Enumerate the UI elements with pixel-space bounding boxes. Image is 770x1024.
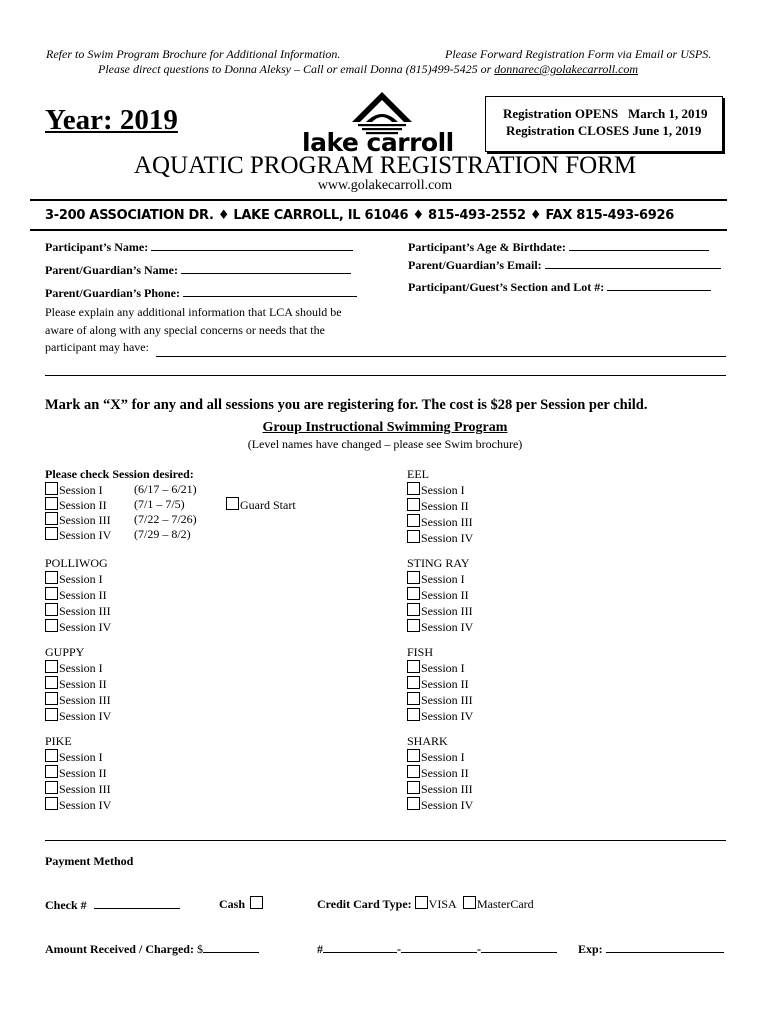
level-checkbox[interactable] [407, 797, 420, 810]
level-title: POLLIWOG [45, 556, 108, 570]
guard-start-checkbox[interactable] [226, 497, 239, 510]
level-checkbox[interactable] [45, 797, 58, 810]
session-checkbox[interactable] [45, 527, 58, 540]
level-session[interactable] [407, 571, 473, 587]
level-session-label: Session II [59, 677, 107, 691]
registration-opens: Registration OPENS March 1, 2019 [503, 106, 708, 121]
level-session[interactable] [45, 603, 111, 619]
card-number-prefix: # [317, 942, 323, 956]
lake-carroll-logo [296, 88, 468, 158]
level-checkbox[interactable] [407, 708, 420, 721]
contact-line [98, 62, 638, 77]
contact-email-link[interactable]: donnarec@golakecarroll.com [494, 62, 639, 76]
expiration-label: Exp: [578, 942, 603, 956]
level-block-fish [407, 645, 473, 724]
year-heading: Year: 2019 [45, 104, 178, 136]
level-session[interactable] [407, 749, 473, 765]
section-lot-field[interactable] [408, 278, 711, 295]
level-session-label: Session III [59, 604, 111, 618]
guardian-email-label: Parent/Guardian’s Email: [408, 258, 542, 272]
check-number-label: Check # [45, 898, 87, 912]
explain-input-line[interactable] [156, 356, 726, 357]
section-lot-input[interactable] [607, 278, 711, 291]
level-session-label: Session I [421, 483, 465, 497]
level-session-label: Session III [421, 604, 473, 618]
level-block-shark [407, 734, 473, 813]
level-session-label: Session I [421, 572, 465, 586]
visa-label: VISA [428, 897, 457, 911]
level-session-label: Session IV [421, 709, 474, 723]
card-number-part[interactable] [481, 940, 557, 953]
level-session[interactable] [407, 660, 473, 676]
level-session[interactable] [407, 514, 473, 530]
address-bar: 3-200 ASSOCIATION DR. ♦ LAKE CARROLL, IL 61046 ♦ 815-493-2552 ♦ FAX 815-493-6926 [45, 208, 674, 223]
level-session-label: Session II [59, 588, 107, 602]
participant-name-input[interactable] [151, 238, 353, 251]
level-block-guppy [45, 645, 111, 724]
explain-line: participant may have: [45, 340, 149, 354]
level-session[interactable] [45, 781, 111, 797]
session-dates: (7/1 – 7/5) [134, 497, 185, 511]
contact-text: Please direct questions to Donna Aleksy – Call or email Donna (815)499-5425 or [98, 62, 492, 76]
level-session-label: Session III [59, 693, 111, 707]
level-checkbox[interactable] [407, 676, 420, 689]
amount-field[interactable] [45, 940, 259, 957]
level-session[interactable] [45, 571, 111, 587]
level-session-label: Session II [421, 766, 469, 780]
divider-top [30, 199, 727, 201]
session-instructions: Mark an “X” for any and all sessions you are registering for. The cost is $28 per Session per child. [45, 397, 648, 413]
divider-payment [45, 840, 726, 841]
guardian-name-field[interactable] [45, 261, 351, 278]
level-checkbox[interactable] [407, 498, 420, 511]
participant-age-label: Participant’s Age & Birthdate: [408, 240, 566, 254]
level-session-label: Session IV [59, 798, 112, 812]
cash-option[interactable] [219, 896, 264, 912]
session-name: Session II [59, 498, 107, 512]
guardian-email-input[interactable] [545, 256, 721, 269]
level-title: STING RAY [407, 556, 470, 570]
level-checkbox[interactable] [407, 765, 420, 778]
level-session[interactable] [45, 587, 111, 603]
forward-note: Please Forward Registration Form via Email or USPS. [445, 47, 712, 61]
level-checkbox[interactable] [407, 514, 420, 527]
level-session-label: Session I [59, 750, 103, 764]
participant-name-label: Participant’s Name: [45, 240, 149, 254]
level-checkbox[interactable] [45, 781, 58, 794]
card-number-field[interactable] [317, 940, 557, 957]
participant-age-field[interactable] [408, 238, 709, 255]
guardian-phone-label: Parent/Guardian’s Phone: [45, 286, 181, 300]
level-checkbox[interactable] [45, 692, 58, 705]
level-checkbox[interactable] [45, 708, 58, 721]
session-option[interactable] [45, 527, 111, 543]
level-session[interactable] [45, 619, 111, 635]
level-title: EEL [407, 467, 429, 481]
level-checkbox[interactable] [407, 749, 420, 762]
level-checkbox[interactable] [407, 530, 420, 543]
program-note: (Level names have changed – please see Swim brochure) [247, 437, 523, 451]
logo-text: lake carroll [302, 128, 454, 157]
expiration-field[interactable] [578, 940, 724, 957]
level-checkbox[interactable] [407, 587, 420, 600]
level-checkbox[interactable] [407, 619, 420, 632]
card-number-sep: - [397, 942, 401, 956]
level-checkbox[interactable] [407, 781, 420, 794]
level-session[interactable] [407, 781, 473, 797]
level-session[interactable] [407, 692, 473, 708]
session-checkbox[interactable] [45, 497, 58, 510]
registration-dates-box [485, 96, 723, 152]
check-number-input[interactable] [94, 896, 180, 909]
mastercard-label: MasterCard [477, 897, 534, 911]
card-type-field [317, 896, 534, 912]
explain-text [45, 304, 342, 357]
level-title: SHARK [407, 734, 448, 748]
session-name: Session IV [59, 528, 112, 542]
payment-title: Payment Method [45, 854, 134, 868]
level-session-label: Session III [421, 515, 473, 529]
level-session[interactable] [45, 676, 111, 692]
level-block-sting-ray [407, 556, 473, 635]
form-title: AQUATIC PROGRAM REGISTRATION FORM [133, 152, 637, 179]
cash-checkbox[interactable] [250, 896, 263, 909]
level-session-label: Session I [59, 572, 103, 586]
level-checkbox[interactable] [45, 587, 58, 600]
level-session-label: Session II [421, 677, 469, 691]
check-session-label: Please check Session desired: [45, 467, 194, 481]
session-option[interactable] [45, 497, 107, 513]
level-session-label: Session II [421, 588, 469, 602]
level-session-label: Session IV [421, 798, 474, 812]
brochure-note: Refer to Swim Program Brochure for Additional Information. [46, 47, 341, 61]
explain-line: Please explain any additional information that LCA should be [45, 305, 342, 319]
check-number-field[interactable] [45, 896, 180, 913]
session-dates: (6/17 – 6/21) [134, 482, 197, 496]
expiration-input[interactable] [606, 940, 724, 953]
level-session[interactable] [407, 603, 473, 619]
registration-closes: Registration CLOSES June 1, 2019 [506, 123, 702, 138]
level-checkbox[interactable] [45, 765, 58, 778]
level-checkbox[interactable] [407, 482, 420, 495]
amount-input[interactable] [203, 940, 259, 953]
guardian-email-field[interactable] [408, 256, 721, 273]
amount-label: Amount Received / Charged: [45, 942, 194, 956]
section-lot-label: Participant/Guest’s Section and Lot #: [408, 280, 605, 294]
level-session[interactable] [45, 660, 111, 676]
participant-name-field[interactable] [45, 238, 353, 255]
level-title: FISH [407, 645, 434, 659]
level-session[interactable] [407, 530, 473, 546]
guard-start-label: Guard Start [240, 498, 296, 512]
explain-input-line[interactable] [45, 375, 726, 376]
level-title: GUPPY [45, 645, 85, 659]
level-checkbox[interactable] [407, 603, 420, 616]
level-session[interactable] [407, 482, 473, 498]
participant-age-input[interactable] [569, 238, 709, 251]
program-title: Group Instructional Swimming Program [262, 420, 508, 435]
card-number-sep: - [477, 942, 481, 956]
level-title: PIKE [45, 734, 72, 748]
dollar-sign: $ [196, 942, 203, 956]
level-checkbox[interactable] [45, 603, 58, 616]
level-session[interactable] [407, 498, 473, 514]
mastercard-checkbox[interactable] [463, 896, 476, 909]
level-session[interactable] [45, 765, 111, 781]
card-number-part[interactable] [401, 940, 477, 953]
level-checkbox[interactable] [45, 571, 58, 584]
cash-label: Cash [219, 897, 246, 911]
session-option[interactable] [45, 482, 103, 498]
level-checkbox[interactable] [45, 619, 58, 632]
guardian-phone-input[interactable] [183, 284, 357, 297]
level-checkbox[interactable] [407, 692, 420, 705]
session-name: Session I [59, 483, 103, 497]
level-session-label: Session III [421, 782, 473, 796]
level-session[interactable] [407, 619, 473, 635]
level-session[interactable] [45, 708, 111, 724]
level-session-label: Session IV [59, 620, 112, 634]
level-session-label: Session I [421, 750, 465, 764]
level-session-label: Session I [59, 661, 103, 675]
session-option[interactable] [45, 512, 111, 528]
session-name: Session III [59, 513, 111, 527]
level-session[interactable] [45, 692, 111, 708]
level-session-label: Session II [59, 766, 107, 780]
level-session-label: Session III [59, 782, 111, 796]
visa-checkbox[interactable] [415, 896, 428, 909]
guardian-name-input[interactable] [181, 261, 351, 274]
card-number-part[interactable] [323, 940, 397, 953]
level-session-label: Session I [421, 661, 465, 675]
level-checkbox[interactable] [45, 660, 58, 673]
level-session[interactable] [45, 749, 111, 765]
level-checkbox[interactable] [407, 660, 420, 673]
level-session[interactable] [407, 587, 473, 603]
level-session-label: Session II [421, 499, 469, 513]
session-dates: (7/29 – 8/2) [134, 527, 191, 541]
divider-address [30, 229, 727, 231]
website[interactable]: www.golakecarroll.com [317, 178, 453, 193]
level-block-polliwog [45, 556, 111, 635]
level-session-label: Session IV [421, 620, 474, 634]
level-checkbox[interactable] [407, 571, 420, 584]
session-checkbox[interactable] [45, 512, 58, 525]
guardian-name-label: Parent/Guardian’s Name: [45, 263, 178, 277]
level-session-label: Session IV [421, 531, 474, 545]
card-type-label: Credit Card Type: [317, 897, 412, 911]
level-session[interactable] [407, 797, 473, 813]
level-session-label: Session IV [59, 709, 112, 723]
level-session[interactable] [45, 797, 111, 813]
session-dates: (7/22 – 7/26) [134, 512, 197, 526]
level-session[interactable] [407, 765, 473, 781]
guardian-phone-field[interactable] [45, 284, 357, 301]
session-checkbox[interactable] [45, 482, 58, 495]
level-block-pike [45, 734, 111, 813]
level-session[interactable] [407, 676, 473, 692]
level-block-eel [407, 467, 473, 546]
level-checkbox[interactable] [45, 749, 58, 762]
guard-start-option[interactable] [226, 497, 296, 513]
level-checkbox[interactable] [45, 676, 58, 689]
explain-line: aware of along with any special concerns or needs that the [45, 322, 325, 337]
level-session-label: Session III [421, 693, 473, 707]
level-session[interactable] [407, 708, 473, 724]
